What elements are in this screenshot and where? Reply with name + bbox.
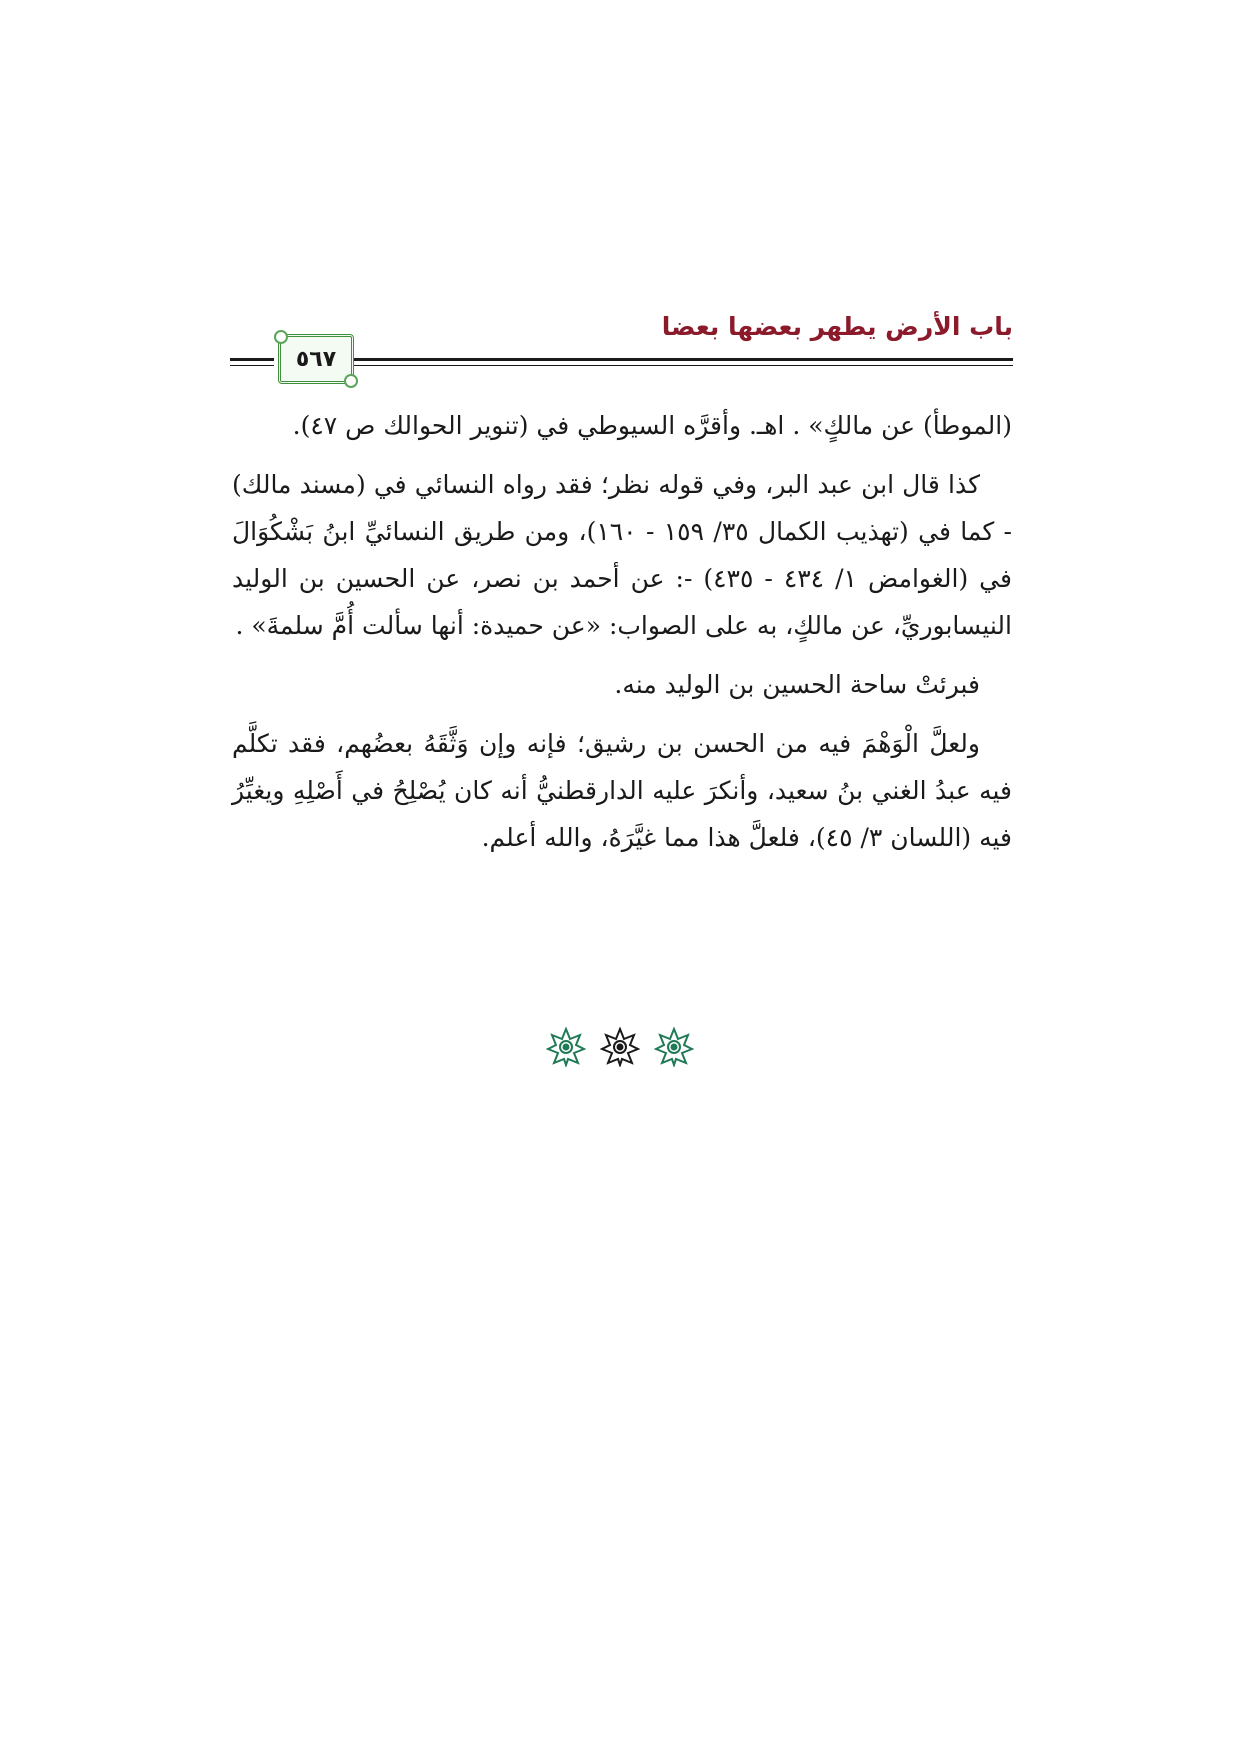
header-rule-thick xyxy=(353,358,1013,361)
page-number-frame xyxy=(278,334,354,384)
section-end-ornament xyxy=(0,1027,1240,1067)
chapter-title: باب الأرض يطهر بعضها بعضا xyxy=(661,312,1013,341)
page-number: ٥٦٧ xyxy=(295,346,337,372)
star-ornament-icon xyxy=(600,1027,640,1067)
paragraph-continuation: (الموطأ) عن مالكٍ» . اهـ. وأقرَّه السيوطي في (تنوير الحوالك ص ٤٧). xyxy=(292,411,1012,440)
star-ornament-icon xyxy=(546,1027,586,1067)
paragraph: ولعلَّ الْوَهْمَ فيه من الحسن بن رشيق؛ فإنه وإن وَثَّقَهُ بعضُهم، فقد تكلَّم فيه عبدُ الغني بنُ سعيد، وأنكرَ عليه الدارقطنيُّ أنه كان يُصْلِحُ في أَصْلِهِ ويغيِّرُ فيه (اللسان ٣/ ٤٥)، فلعلَّ هذا مما غيَّرَهُ، والله أعلم. xyxy=(232,729,1012,852)
page-header xyxy=(230,312,1013,392)
header-rule-left-thin xyxy=(230,365,274,366)
header-rule-left-thick xyxy=(230,358,274,361)
header-rule-thin xyxy=(353,365,1013,366)
paragraph: فبرئتْ ساحة الحسين بن الوليد منه. xyxy=(614,670,980,699)
page-body xyxy=(232,402,1012,861)
star-ornament-icon xyxy=(654,1027,694,1067)
paragraph: كذا قال ابن عبد البر، وفي قوله نظر؛ فقد رواه النسائي في (مسند مالك) - كما في (تهذيب الكمال ٣٥/ ١٥٩ - ١٦٠)، ومن طريق النسائيِّ ابنُ بَشْكُوَالَ في (الغوامض ١/ ٤٣٤ - ٤٣٥) -: عن أحمد بن نصر، عن الحسين بن الوليد النيسابوريِّ، عن مالكٍ، به على الصواب: «عن حميدة: أنها سألت أُمَّ سلمةَ» . xyxy=(232,470,1013,640)
